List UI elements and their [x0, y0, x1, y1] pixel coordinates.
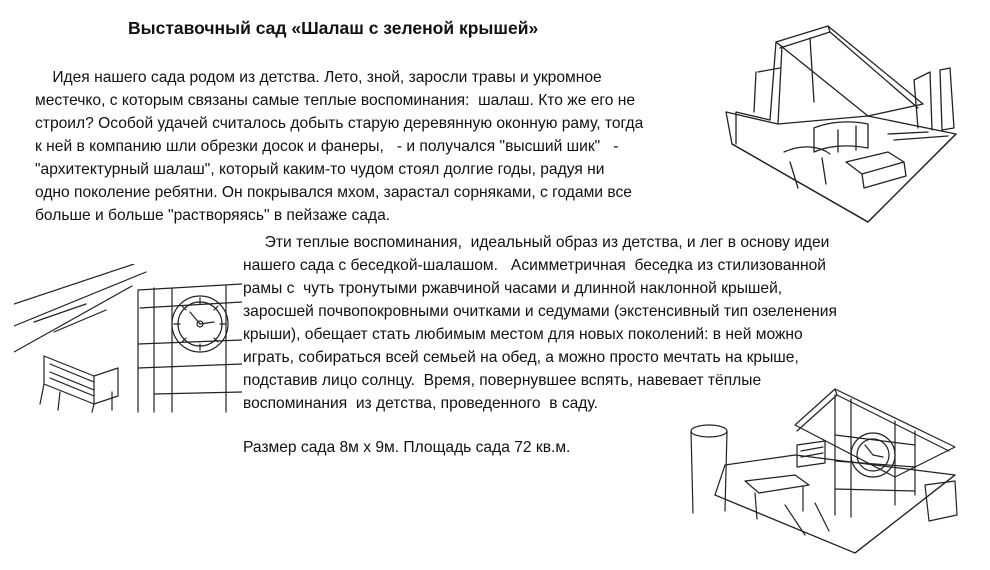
text-line: крыши), обещает стать любимым местом для новых поколений: в ней можно: [243, 326, 803, 343]
pavilion-clock-sketch: [685, 385, 985, 555]
document-title: Выставочный сад «Шалаш с зеленой крышей»: [128, 18, 539, 38]
pavilion-roof-sketch: [718, 12, 980, 226]
size-paragraph: Размер сада 8м х 9м. Площадь сада 72 кв.м.: [243, 439, 571, 456]
text-line: рамы с чуть тронутыми ржавчиной часами и длинной наклонной крышей,: [243, 280, 783, 297]
interior-clock-bench-sketch: [14, 264, 242, 414]
text-line: воспоминания из детства, проведенного в саду.: [243, 395, 598, 412]
text-line: "архитектурный шалаш", который каким-то чудом стоял долгие годы, радуя ни: [35, 161, 605, 178]
text-line: местечко, с которым связаны самые теплые воспоминания: шалаш. Кто же его не: [35, 92, 636, 109]
text-line: к ней в компанию шли обрезки досок и фанеры, - и получался "высший шик" -: [35, 138, 619, 155]
text-line: больше и больше "растворяясь" в пейзаже сада.: [35, 207, 391, 224]
text-line: подставив лицо солнцу. Время, повернувшее вспять, навевает тёплые: [243, 372, 762, 389]
text-line: строил? Особой удачей считалось добыть старую деревянную оконную раму, тогда: [35, 115, 644, 132]
text-line: нашего сада с беседкой-шалашом. Асимметричная беседка из стилизованной: [243, 257, 826, 274]
text-line: одно поколение ребятни. Он покрывался мхом, зарастал сорняками, с годами все: [35, 184, 632, 201]
text-line: Идея нашего сада родом из детства. Лето, зной, заросли травы и укромное: [35, 69, 602, 86]
text-line: заросшей почвопокровными очитками и седумами (экстенсивный тип озеленения: [243, 303, 837, 320]
intro-paragraph: [35, 66, 643, 227]
text-line: играть, собираться всей семьей на обед, а можно просто мечтать на крыше,: [243, 349, 799, 366]
text-line: Эти теплые воспоминания, идеальный образ из детства, и лег в основу идеи: [243, 234, 830, 251]
